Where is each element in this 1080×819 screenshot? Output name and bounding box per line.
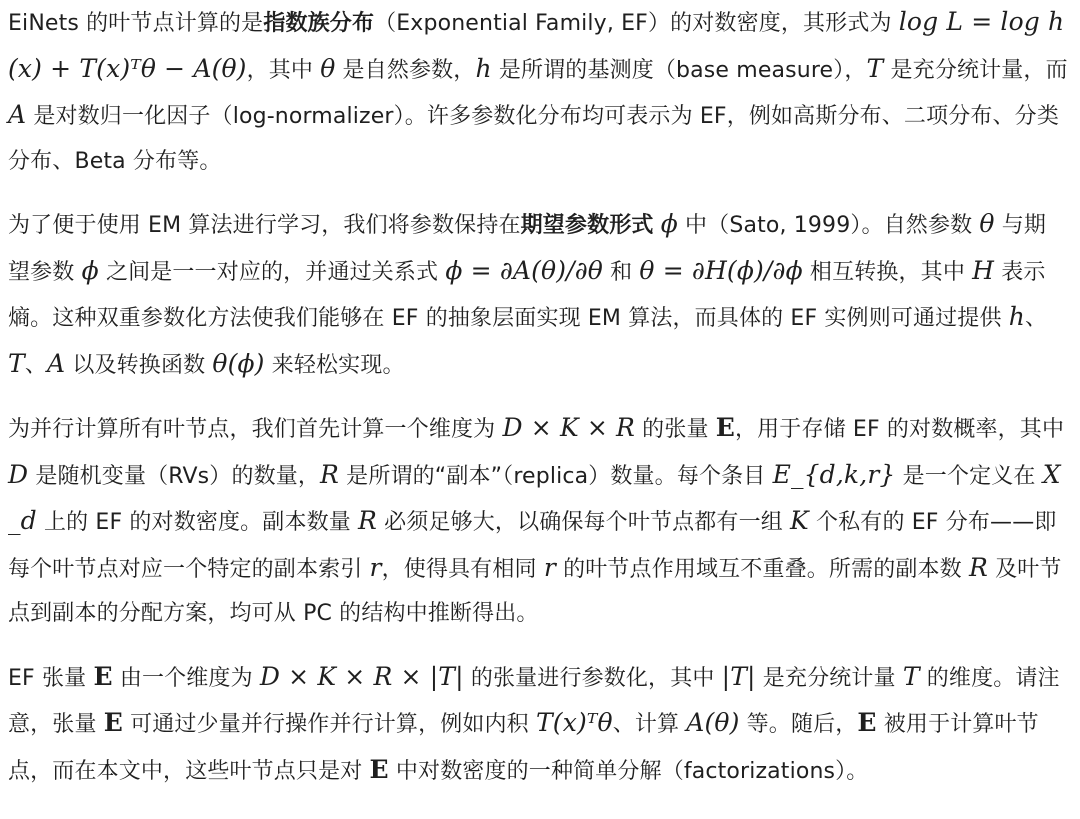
math-expression: K [790, 506, 809, 535]
text-run: （Exponential Family, EF）的对数密度，其形式为 [374, 11, 899, 36]
text-run: 中对数密度的一种简单分解（factorizations）。 [388, 758, 869, 784]
text-run: 是一个定义在 [895, 463, 1043, 489]
math-expression: |T| [721, 661, 756, 691]
text-run: 是对数归一化因子（log-normalizer）。许多参数化分布均可表示为 EF，例如高斯分布、二项分布、分类分布、Beta 分布等。 [8, 104, 1059, 174]
text-run: EiNets 的叶节点计算的是 [8, 11, 264, 36]
math-expression: θ [979, 209, 995, 238]
math-expression: T(x)ᵀθ [535, 708, 613, 737]
text-run: 之间是一一对应的，并通过关系式 [98, 259, 446, 285]
text-run: 来轻松实现。 [264, 352, 405, 378]
text-run: 及叶节点到副本的分配方案，均可从 PC 的结构中推断得出。 [8, 556, 1062, 626]
math-tensor-symbol: E [103, 708, 123, 737]
math-expression: R [968, 552, 988, 582]
text-run: 是所谓的基测度（base measure）， [491, 57, 867, 83]
text-run: 、计算 [612, 712, 687, 737]
text-run: 相互转换，其中 [802, 259, 973, 285]
text-run: 中（Sato, 1999）。自然参数 [677, 213, 980, 238]
text-run: ，使得具有相同 [381, 556, 544, 582]
text-run: 等。随后， [739, 712, 858, 737]
bold-term: 指数族分布 [263, 11, 375, 36]
math-expression: A [46, 348, 66, 378]
math-expression: ϕ [660, 209, 678, 238]
text-run: EF 张量 [8, 665, 94, 691]
math-expression: ϕ = ∂A(θ)/∂θ [445, 255, 603, 285]
text-run: 为并行计算所有叶节点，我们首先计算一个维度为 [8, 417, 503, 442]
math-expression: r [543, 552, 556, 582]
text-run: 为了便于使用 EM 算法进行学习，我们将参数保持在 [8, 213, 521, 238]
math-tensor-symbol: E [93, 661, 113, 691]
paragraph-2 [8, 202, 1068, 388]
text-run: 是所谓的“副本”（replica）数量。每个条目 [339, 463, 773, 489]
math-expression: log L = log h(x) + T(x)ᵀθ − A(θ) [8, 7, 1065, 83]
math-expression: D × K × R [502, 413, 636, 442]
math-expression: r [369, 552, 382, 582]
math-expression: θ = ∂H(ϕ)/∂ϕ [639, 255, 803, 285]
math-expression: θ [320, 53, 336, 83]
text-run: 个私有的 EF 分布——即每个叶节点对应一个特定的副本索引 [8, 510, 1057, 582]
math-expression: H [972, 255, 995, 285]
text-run: 的叶节点作用域互不重叠。所需的副本数 [555, 556, 969, 582]
math-expression: T [8, 348, 25, 378]
paragraph-1 [8, 0, 1068, 184]
math-expression: h [1008, 302, 1026, 331]
math-expression: h [475, 53, 492, 83]
math-expression: D × K × R × |T| [259, 661, 464, 691]
text-run: 可通过少量并行操作并行计算，例如内积 [122, 712, 536, 737]
text-run: 是充分统计量，而 [883, 57, 1068, 83]
text-run: 与期望参数 [8, 213, 1047, 285]
math-expression: θ(ϕ) [212, 348, 265, 378]
paragraph-4 [8, 655, 1068, 795]
text-run: ，用于存储 EF 的对数概率，其中 [735, 417, 1065, 442]
text-run: 的张量 [635, 417, 716, 442]
text-run: 必须足够大，以确保每个叶节点都有一组 [377, 510, 791, 535]
math-expression: D [8, 459, 29, 489]
math-tensor-symbol: E [857, 708, 877, 737]
text-run: 由一个维度为 [112, 665, 260, 691]
text-run: 是自然参数， [335, 57, 476, 83]
text-run: ，其中 [246, 57, 321, 83]
paragraph-3 [8, 406, 1068, 637]
text-run: 是充分统计量 [755, 665, 903, 691]
text-run: 、 [24, 352, 47, 378]
text-run: 是随机变量（RVs）的数量， [28, 463, 321, 489]
math-expression: R [358, 506, 378, 535]
text-run: 、 [1025, 306, 1048, 331]
text-run: 的张量进行参数化，其中 [463, 665, 722, 691]
bold-term: 期望参数形式 [520, 213, 654, 238]
math-expression: A [8, 100, 27, 129]
math-expression: ϕ [81, 255, 99, 285]
math-expression: T [866, 53, 884, 83]
text-run: 以及转换函数 [65, 352, 213, 378]
text-run: 被用于计算叶节点，而在本文中，这些叶节点只是对 [8, 712, 1039, 784]
text-run: 和 [602, 259, 640, 285]
math-expression: E_{d,k,r} [772, 459, 896, 489]
text-run: 上的 EF 的对数密度。副本数量 [36, 510, 359, 535]
text-run [654, 213, 661, 238]
math-tensor-symbol: E [369, 754, 389, 784]
math-expression: X_d [8, 459, 1061, 535]
math-expression: R [320, 459, 340, 489]
math-expression: T [902, 661, 920, 691]
text-run: 的维度。请注意，张量 [8, 665, 1060, 737]
text-run: 表示熵。这种双重参数化方法使我们能够在 EF 的抽象层面实现 EM 算法，而具体的 EF 实例则可通过提供 [8, 259, 1046, 331]
math-expression: A(θ) [686, 708, 740, 737]
math-tensor-symbol: E [715, 413, 735, 442]
